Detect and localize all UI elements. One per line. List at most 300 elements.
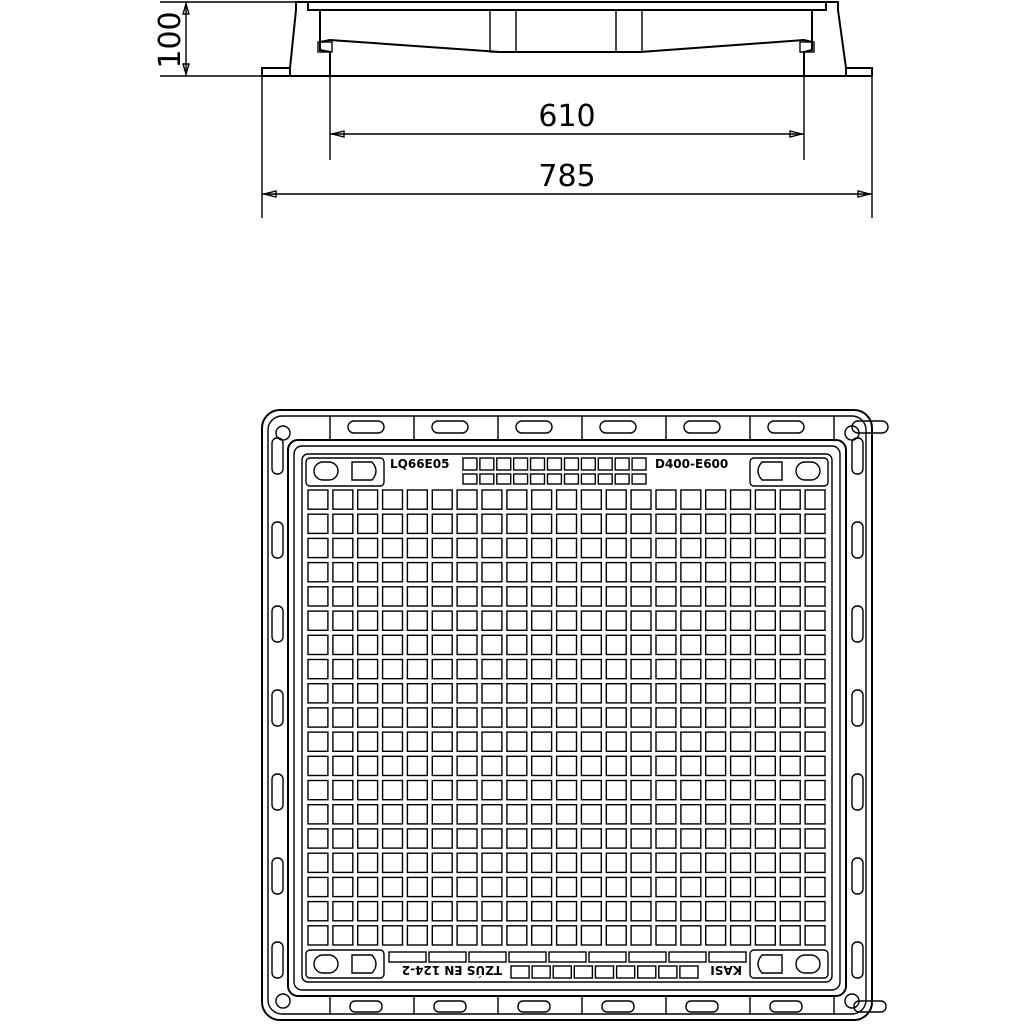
grid-cell: [755, 805, 775, 824]
grid-cell: [656, 538, 676, 557]
grid-cell: [805, 781, 825, 800]
grid-cell: [383, 829, 403, 848]
grid-cell: [532, 684, 552, 703]
grid-cell: [681, 756, 701, 775]
grid-cell: [407, 635, 427, 654]
grid-cell: [755, 635, 775, 654]
grid-cell: [780, 684, 800, 703]
grid-cell: [557, 926, 577, 945]
grid-cell: [805, 514, 825, 533]
grid-cell: [432, 853, 452, 872]
grid-cell: [709, 952, 746, 962]
grid-cell: [656, 514, 676, 533]
cover-grid-pattern: [308, 458, 825, 978]
cover-outer-edge: [288, 440, 846, 996]
grid-cell: [557, 563, 577, 582]
grid-cell: [581, 474, 595, 484]
frame-slots: [272, 416, 888, 1014]
cover-rib-right: [616, 10, 642, 52]
frame-slot: [602, 1001, 634, 1012]
grid-cell: [308, 853, 328, 872]
frame-slot: [852, 438, 863, 474]
grid-cell: [755, 660, 775, 679]
grid-cell: [631, 684, 651, 703]
frame-slot: [770, 1001, 802, 1012]
grid-cell: [632, 474, 646, 484]
grid-cell: [581, 902, 601, 921]
grid-cell: [681, 514, 701, 533]
grid-cell: [731, 926, 751, 945]
grid-cell: [706, 756, 726, 775]
grid-cell: [358, 708, 378, 727]
grid-cell: [407, 732, 427, 751]
grid-cell: [631, 853, 651, 872]
grid-cell: [457, 660, 477, 679]
grid-cell: [358, 587, 378, 606]
grid-cell: [680, 966, 698, 978]
grid-cell: [507, 635, 527, 654]
grid-cell: [706, 732, 726, 751]
grid-cell: [482, 756, 502, 775]
grid-cell: [755, 587, 775, 606]
grid-cell: [333, 684, 353, 703]
grid-cell: [706, 926, 726, 945]
grid-cell: [780, 781, 800, 800]
grid-cell: [656, 756, 676, 775]
grid-cell: [731, 660, 751, 679]
grid-cell: [333, 781, 353, 800]
grid-cell: [532, 902, 552, 921]
grid-cell: [606, 490, 626, 509]
grid-cell: [549, 952, 586, 962]
grid-cell: [482, 829, 502, 848]
grid-cell: [731, 781, 751, 800]
grid-cell: [432, 563, 452, 582]
grid-cell: [333, 563, 353, 582]
lifting-pocket-bottom-right: [750, 950, 828, 978]
grid-cell: [333, 732, 353, 751]
grid-cell: [755, 829, 775, 848]
frame-slot: [852, 606, 863, 642]
grid-cell: [706, 684, 726, 703]
grid-cell: [308, 902, 328, 921]
grid-cell: [755, 563, 775, 582]
grid-cell: [407, 926, 427, 945]
grid-cell: [532, 966, 550, 978]
grid-cell: [595, 966, 613, 978]
grid-cell: [755, 853, 775, 872]
grid-cell: [333, 635, 353, 654]
grid-cell: [383, 660, 403, 679]
grid-cell: [308, 781, 328, 800]
grid-cell: [557, 660, 577, 679]
grid-cell: [606, 829, 626, 848]
grid-cell: [780, 732, 800, 751]
grid-cell: [656, 635, 676, 654]
grid-cell: [457, 708, 477, 727]
grid-cell: [333, 829, 353, 848]
grid-cell: [457, 877, 477, 896]
grid-cell: [731, 611, 751, 630]
grid-cell: [407, 538, 427, 557]
grid-cell: [805, 756, 825, 775]
grid-cell: [511, 966, 529, 978]
grid-cell: [606, 926, 626, 945]
grid-cell: [383, 756, 403, 775]
grid-cell: [755, 708, 775, 727]
grid-cell: [308, 490, 328, 509]
grid-cell: [706, 805, 726, 824]
grid-cell: [383, 684, 403, 703]
dimension-height-label: 100: [153, 11, 188, 69]
grid-cell: [507, 514, 527, 533]
grid-cell: [681, 490, 701, 509]
grid-cell: [407, 587, 427, 606]
grid-cell: [389, 952, 426, 962]
grid-cell: [482, 660, 502, 679]
grid-cell: [548, 458, 562, 470]
grid-cell: [557, 684, 577, 703]
grid-cell: [407, 853, 427, 872]
grid-cell: [669, 952, 706, 962]
grid-cell: [407, 877, 427, 896]
grid-cell: [681, 732, 701, 751]
grid-cell: [681, 538, 701, 557]
grid-cell: [308, 732, 328, 751]
grid-cell: [581, 587, 601, 606]
grid-cell: [780, 587, 800, 606]
grid-cell: [532, 781, 552, 800]
frame-slot: [272, 942, 283, 978]
grid-cell: [731, 684, 751, 703]
grid-cell: [482, 587, 502, 606]
grid-cell: [333, 708, 353, 727]
grid-cell: [731, 877, 751, 896]
grid-cell: [557, 829, 577, 848]
grid-cell: [480, 474, 494, 484]
frame-slot: [852, 774, 863, 810]
frame-slot: [272, 690, 283, 726]
grid-cell: [706, 853, 726, 872]
grid-cell: [780, 490, 800, 509]
grid-cell: [358, 635, 378, 654]
grid-cell: [358, 926, 378, 945]
grid-cell: [681, 829, 701, 848]
grid-cell: [805, 611, 825, 630]
lifting-pocket-top-right: [750, 458, 828, 486]
grid-cell: [805, 902, 825, 921]
grid-cell: [780, 660, 800, 679]
grid-cell: [358, 538, 378, 557]
grid-cell: [606, 538, 626, 557]
grid-cell: [507, 732, 527, 751]
grid-cell: [308, 926, 328, 945]
grid-cell: [333, 853, 353, 872]
frame-slot: [768, 421, 804, 433]
grid-cell: [482, 926, 502, 945]
cover-rib-left: [490, 10, 516, 52]
grid-cell: [631, 538, 651, 557]
grid-cell: [606, 756, 626, 775]
marking-bottom-right: KASI: [710, 963, 742, 977]
grid-cell: [482, 611, 502, 630]
grid-cell: [731, 587, 751, 606]
grid-cell: [656, 611, 676, 630]
grid-cell: [581, 829, 601, 848]
grid-cell: [681, 587, 701, 606]
grid-cell: [656, 805, 676, 824]
grid-cell: [308, 611, 328, 630]
grid-cell: [432, 684, 452, 703]
grid-cell: [532, 829, 552, 848]
frame-slot: [272, 606, 283, 642]
grid-cell: [780, 708, 800, 727]
grid-cell: [514, 458, 528, 470]
grid-cell: [358, 611, 378, 630]
frame-slot: [852, 421, 888, 433]
grid-cell: [617, 966, 635, 978]
grid-cell: [632, 458, 646, 470]
grid-cell: [333, 587, 353, 606]
grid-cell: [780, 611, 800, 630]
grid-cell: [631, 708, 651, 727]
grid-cell: [606, 805, 626, 824]
grid-cell: [805, 805, 825, 824]
grid-cell: [509, 952, 546, 962]
grid-cell: [681, 635, 701, 654]
grid-cell: [805, 684, 825, 703]
grid-cell: [482, 805, 502, 824]
grid-cell: [457, 732, 477, 751]
grid-cell: [308, 514, 328, 533]
grid-cell: [581, 708, 601, 727]
grid-cell: [358, 805, 378, 824]
grid-cell: [681, 926, 701, 945]
grid-cell: [358, 684, 378, 703]
grid-cell: [581, 684, 601, 703]
grid-cell: [333, 756, 353, 775]
grid-cell: [507, 587, 527, 606]
grid-cell: [407, 611, 427, 630]
grid-cell: [532, 587, 552, 606]
grid-cell: [457, 926, 477, 945]
grid-cell: [482, 732, 502, 751]
grid-cell: [532, 708, 552, 727]
dimension-inner-width-label: 610: [538, 99, 596, 134]
grid-cell: [805, 732, 825, 751]
grid-cell: [407, 684, 427, 703]
grid-cell: [805, 563, 825, 582]
grid-cell: [557, 490, 577, 509]
corner-hole-bottom-left: [276, 994, 290, 1008]
grid-cell: [432, 635, 452, 654]
grid-cell: [407, 708, 427, 727]
grid-cell: [507, 563, 527, 582]
grid-cell: [706, 514, 726, 533]
grid-cell: [469, 952, 506, 962]
grid-cell: [780, 926, 800, 945]
lifting-pocket-bottom-left: [306, 950, 384, 978]
grid-cell: [755, 490, 775, 509]
marking-top-left: LQ66E05: [390, 457, 450, 471]
grid-cell: [407, 781, 427, 800]
dimension-height: [153, 2, 296, 76]
grid-cell: [615, 474, 629, 484]
grid-cell: [780, 514, 800, 533]
grid-cell: [457, 563, 477, 582]
grid-cell: [507, 902, 527, 921]
grid-cell: [606, 611, 626, 630]
grid-cell: [553, 966, 571, 978]
grid-cell: [589, 952, 626, 962]
grid-cell: [565, 474, 579, 484]
grid-cell: [333, 611, 353, 630]
grid-cell: [407, 805, 427, 824]
grid-cell: [557, 805, 577, 824]
frame-slot: [600, 421, 636, 433]
grid-cell: [482, 902, 502, 921]
grid-cell: [581, 732, 601, 751]
grid-cell: [432, 660, 452, 679]
grid-cell: [507, 877, 527, 896]
grid-cell: [780, 829, 800, 848]
grid-cell: [631, 490, 651, 509]
grid-cell: [531, 458, 545, 470]
frame-slot: [518, 1001, 550, 1012]
grid-cell: [463, 474, 477, 484]
grid-cell: [333, 902, 353, 921]
grid-cell: [606, 587, 626, 606]
grid-cell: [755, 877, 775, 896]
grid-cell: [358, 877, 378, 896]
grid-cell: [557, 635, 577, 654]
grid-cell: [557, 853, 577, 872]
grid-cell: [656, 708, 676, 727]
grid-cell: [706, 829, 726, 848]
grid-cell: [706, 490, 726, 509]
grid-cell: [383, 611, 403, 630]
grid-cell: [557, 902, 577, 921]
grid-cell: [432, 902, 452, 921]
grid-cell: [557, 877, 577, 896]
dimension-outer-width-label: 785: [538, 159, 596, 194]
grid-cell: [681, 660, 701, 679]
grid-cell: [532, 563, 552, 582]
grid-cell: [780, 902, 800, 921]
grid-cell: [531, 474, 545, 484]
frame-slot: [516, 421, 552, 433]
grid-cell: [631, 563, 651, 582]
lifting-pocket-top-left: [306, 458, 384, 486]
grid-cell: [706, 538, 726, 557]
grid-cell: [557, 538, 577, 557]
frame-slot: [852, 522, 863, 558]
grid-cell: [606, 635, 626, 654]
grid-cell: [358, 829, 378, 848]
grid-cell: [457, 635, 477, 654]
grid-cell: [606, 877, 626, 896]
grid-cell: [731, 490, 751, 509]
grid-cell: [308, 538, 328, 557]
grid-cell: [407, 490, 427, 509]
grid-cell: [457, 756, 477, 775]
grid-cell: [532, 538, 552, 557]
grid-cell: [407, 902, 427, 921]
frame-slot: [684, 421, 720, 433]
grid-cell: [507, 708, 527, 727]
grid-cell: [457, 611, 477, 630]
grid-cell: [308, 756, 328, 775]
grid-cell: [581, 877, 601, 896]
side-section-view: [262, 2, 872, 76]
grid-cell: [731, 538, 751, 557]
frame-slot: [272, 774, 283, 810]
grid-cell: [432, 926, 452, 945]
grid-cell: [507, 781, 527, 800]
grid-cell: [581, 926, 601, 945]
grid-cell: [755, 514, 775, 533]
grid-cell: [457, 805, 477, 824]
grid-cell: [429, 952, 466, 962]
grid-cell: [656, 563, 676, 582]
grid-cell: [706, 877, 726, 896]
grid-cell: [507, 611, 527, 630]
marking-bottom-left: TZÚS EN 124-2: [401, 963, 502, 977]
grid-cell: [308, 563, 328, 582]
grid-cell: [507, 490, 527, 509]
grid-cell: [805, 926, 825, 945]
grid-cell: [631, 635, 651, 654]
grid-cell: [333, 538, 353, 557]
grid-cell: [333, 490, 353, 509]
grid-cell: [383, 563, 403, 582]
grid-cell: [656, 684, 676, 703]
grid-cell: [507, 756, 527, 775]
frame-slot: [852, 942, 863, 978]
grid-cell: [432, 756, 452, 775]
grid-cell: [631, 926, 651, 945]
grid-cell: [681, 877, 701, 896]
frame-slot: [272, 438, 283, 474]
grid-cell: [731, 756, 751, 775]
grid-cell: [755, 926, 775, 945]
grid-cell: [631, 732, 651, 751]
grid-cell: [656, 877, 676, 896]
grid-cell: [308, 587, 328, 606]
grid-cell: [480, 458, 494, 470]
grid-cell: [557, 756, 577, 775]
grid-cell: [656, 853, 676, 872]
grid-cell: [656, 732, 676, 751]
grid-cell: [507, 684, 527, 703]
grid-cell: [497, 474, 511, 484]
grid-cell: [557, 708, 577, 727]
grid-cell: [681, 853, 701, 872]
grid-cell: [358, 563, 378, 582]
grid-cell: [598, 474, 612, 484]
grid-cell: [407, 829, 427, 848]
grid-cell: [656, 660, 676, 679]
grid-cell: [383, 538, 403, 557]
grid-cell: [631, 805, 651, 824]
grid-cell: [497, 458, 511, 470]
plan-view: [262, 410, 888, 1020]
grid-cell: [731, 514, 751, 533]
grid-cell: [482, 635, 502, 654]
grid-cell: [308, 708, 328, 727]
grid-cell: [383, 781, 403, 800]
grid-cell: [482, 684, 502, 703]
